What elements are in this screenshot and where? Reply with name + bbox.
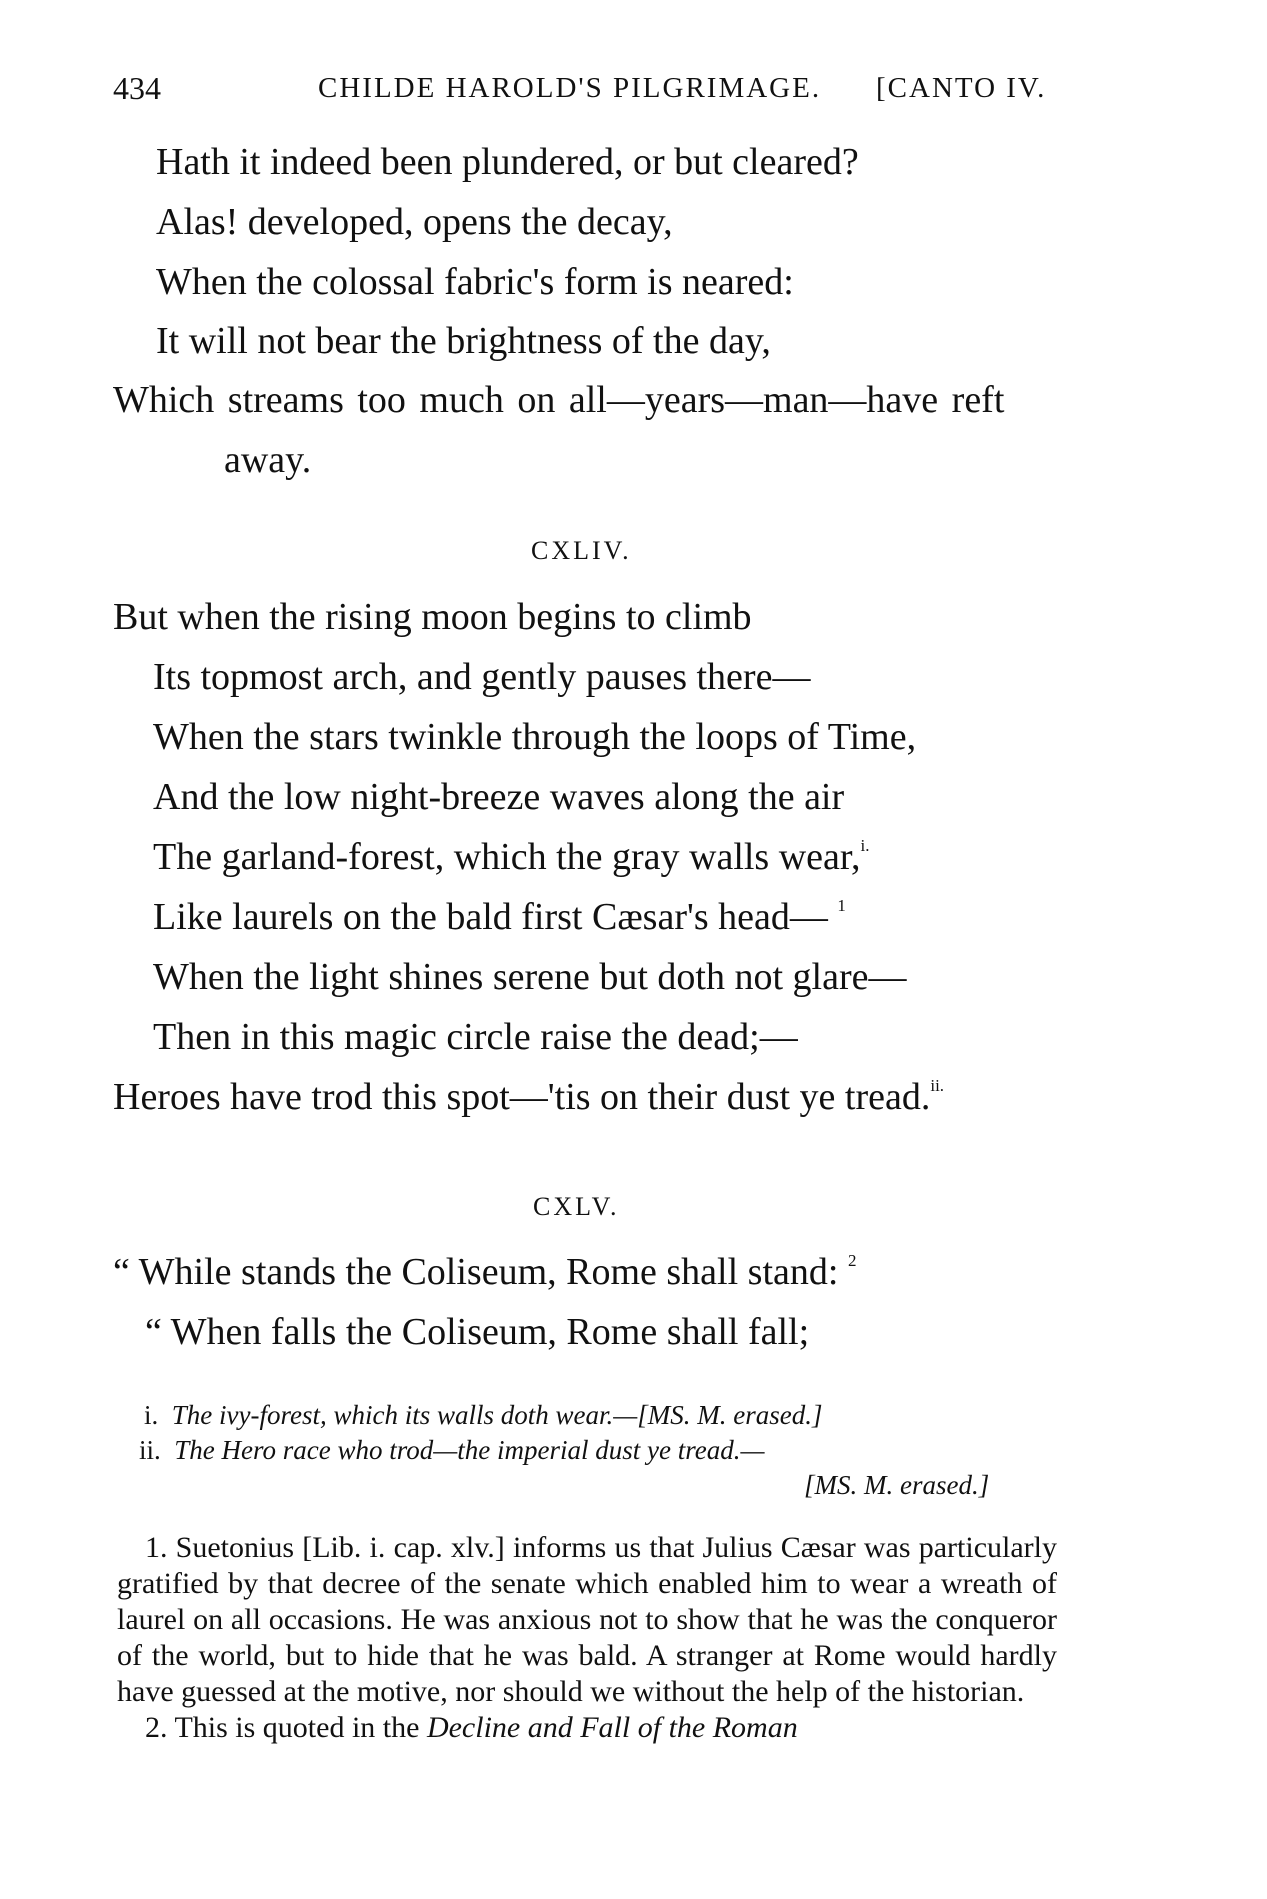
verse-line: Like laurels on the bald first Cæsar's head— $^1$ [153,896,846,938]
verse-line-continuation: away. [224,439,312,481]
variant-reading-continuation: [MS. M. erased.] [804,1470,990,1500]
page-number: 434 [113,70,161,106]
footnote-mark: 2 [847,1251,857,1270]
verse-line: When the stars twinkle through the loops of Time, [153,716,917,758]
verse-line: Heroes have trod this spot—'tis on their dust ye tread.$^{ii.}$ [113,1076,945,1118]
verse-line: When the colossal fabric's form is neared: [156,261,794,303]
variant-mark: ii. [930,1076,945,1095]
stanza-numeral: CXLV. [533,1192,620,1221]
verse-line: Hath it indeed been plundered, or but cleared? [156,141,859,183]
verse-line: “ When falls the Coliseum, Rome shall fall; [145,1311,810,1353]
verse-line: But when the rising moon begins to climb [113,596,752,638]
verse-line: It will not bear the brightness of the day, [156,320,771,362]
verse-line: And the low night-breeze waves along the air [153,776,845,818]
verse-line: Its topmost arch, and gently pauses there— [153,656,811,698]
verse-line: Then in this magic circle raise the dead;— [153,1016,798,1058]
verse-line: Which streams too much on all—years—man—have reft [113,379,1005,421]
footnote-1: 1. Suetonius [Lib. i. cap. xlv.] informs us that Julius Cæsar was particularly gratified by that decree of the senate which enabled him to wear a wreath of laurel on all occasions. He was anxious not to show that he was the conqueror of the world, but to hide that he was bald. A stranger at Rome would hardly have guessed at the motive, nor should we without the help of the historian. [117,1531,1057,1708]
verse-line: “ While stands the Coliseum, Rome shall stand: $^2$ [113,1251,857,1293]
variant-mark: i. [860,836,870,855]
stanza-numeral: CXLIV. [531,536,632,565]
verse-line: When the light shines serene but doth not glare— [153,956,907,998]
variant-reading: ii. The Hero race who trod—the imperial dust ye tread.— [139,1435,765,1465]
canto-label: [CANTO IV. [876,72,1047,104]
variant-reading: i. The ivy-forest, which its walls doth wear.—[MS. M. erased.] [144,1400,823,1430]
footnote-2: 2. This is quoted in the Decline and Fall of the Roman [145,1711,798,1744]
footnote-mark: 1 [837,896,846,915]
running-title: CHILDE HAROLD'S PILGRIMAGE. [318,72,822,104]
footnotes [117,1530,1057,1746]
verse-line: The garland-forest, which the gray walls wear,$^{i.}$ [153,836,870,878]
verse-line: Alas! developed, opens the decay, [156,201,673,243]
